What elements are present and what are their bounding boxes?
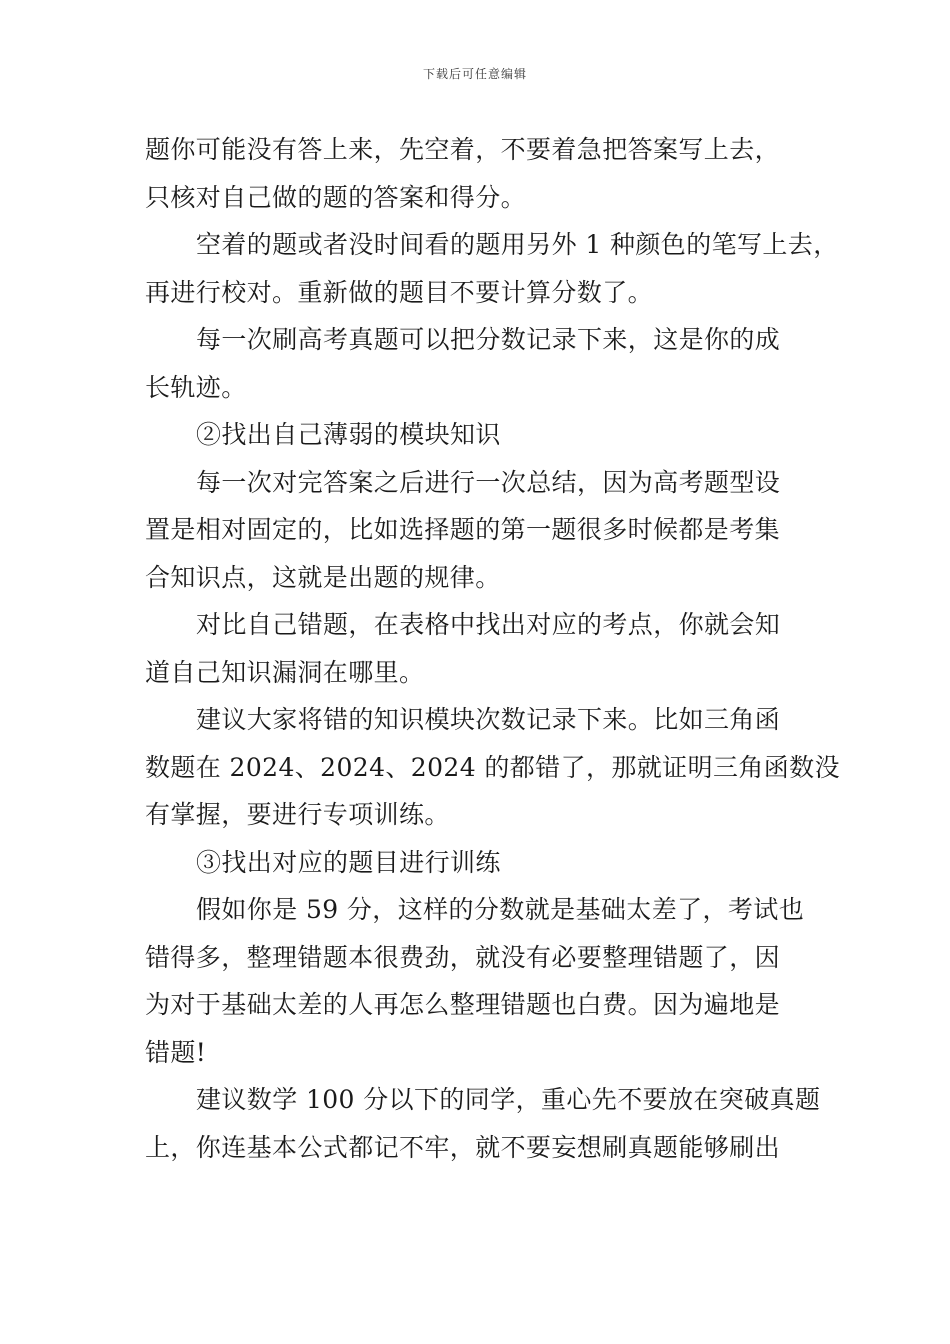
text-line: 数题在 2024、2024、2024 的都错了，那就证明三角函数没 xyxy=(145,752,840,782)
text-line: 错题! xyxy=(145,1037,207,1067)
text-line: 每一次对完答案之后进行一次总结，因为高考题型设 xyxy=(196,467,781,497)
text-line: 建议大家将错的知识模块次数记录下来。比如三角函 xyxy=(196,705,781,734)
text-line: 题你可能没有答上来，先空着，不要着急把答案写上去， xyxy=(145,135,781,164)
text-line: 只核对自己做的题的答案和得分。 xyxy=(145,182,527,212)
text-line: 道自己知识漏洞在哪里。 xyxy=(145,657,425,687)
text-line: 对比自己错题，在表格中找出对应的考点，你就会知 xyxy=(196,610,781,639)
section-heading: ③找出对应的题目进行训练 xyxy=(196,847,501,877)
text-line: 再进行校对。重新做的题目不要计算分数了。 xyxy=(145,277,654,307)
text-line: 建议数学 100 分以下的同学，重心先不要放在突破真题 xyxy=(196,1085,821,1114)
text-line: 错得多，整理错题本很费劲，就没有必要整理错题了，因 xyxy=(145,942,781,972)
text-line: 假如你是 59 分，这样的分数就是基础太差了，考试也 xyxy=(196,895,805,924)
section-heading: ②找出自己薄弱的模块知识 xyxy=(196,420,501,449)
body-text xyxy=(145,126,840,1171)
text-line: 空着的题或者没时间看的题用另外 1 种颜色的笔写上去， xyxy=(196,230,839,259)
text-line: 每一次刷高考真题可以把分数记录下来，这是你的成 xyxy=(196,325,781,354)
text-line: 有掌握，要进行专项训练。 xyxy=(145,800,450,829)
text-line: 为对于基础太差的人再怎么整理错题也白费。因为遍地是 xyxy=(145,990,781,1019)
text-line: 合知识点，这就是出题的规律。 xyxy=(145,562,501,592)
text-line: 上，你连基本公式都记不牢，就不要妄想刷真题能够刷出 xyxy=(145,1132,781,1162)
text-line: 长轨迹。 xyxy=(145,372,247,402)
header-note: 下载后可任意编辑 xyxy=(422,67,527,81)
text-line: 置是相对固定的，比如选择题的第一题很多时候都是考集 xyxy=(145,515,781,544)
